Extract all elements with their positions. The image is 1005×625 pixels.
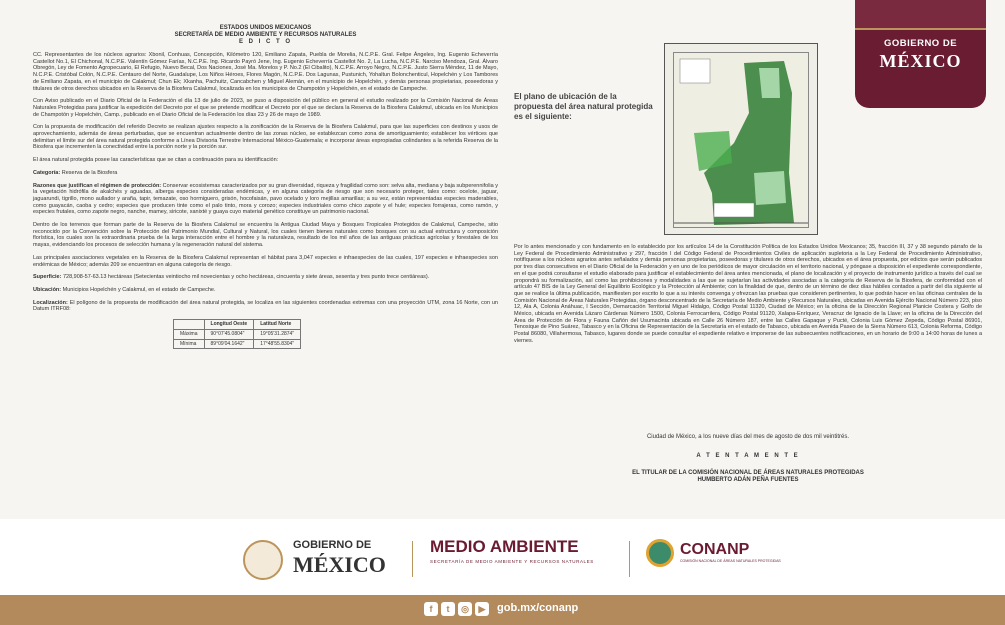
footer-logos xyxy=(0,519,1005,595)
country-header: ESTADOS UNIDOS MEXICANOS xyxy=(219,25,312,31)
coordinates-table xyxy=(173,319,301,349)
localization-line xyxy=(33,300,498,313)
atentamente-label: A T E N T A M E N T E xyxy=(696,453,800,459)
right-column xyxy=(514,240,982,345)
paragraph-characteristics: El área natural protegida posee las características que se citan a continuación para su identificación: xyxy=(33,157,279,164)
reasons-line xyxy=(33,183,498,217)
surface-value: 728,908-57-63.13 hectáreas (Setecientas veintiocho mil novecientas y ocho hectáreas, cincuenta y siete áreas, sesenta y tres punto trece centiáreas). xyxy=(61,274,430,281)
twitter-icon[interactable]: t xyxy=(441,602,455,616)
paragraph-heritage: Dentro de los terrenos que forman parte de la Reserva de la Biosfera Calakmul se encuentra la Antigua Ciudad Maya y Bosques Tropicales Protegidos de Calakmul, Campeche, sitio reconocido por la Convención sobre la Protección del Patrimonio Mundial, Cultural y Natural, los cuales tienen bienes naturales como bosques con su actual estructura y composición florística, los cuales son la extraordinaria prueba de la larga interacción entre el hombre y la naturaleza, resultado de los mil años de las antiguas prácticas agrícolas y forestales de los mayas, evidenciando los procesos de selección humana y la regeneración natural del sistema. xyxy=(33,222,498,249)
paragraph-species: Las principales asociaciones vegetales en la Reserva de la Biosfera Calakmul representan el hábitat para 3,047 especies e infraespecies de las cuales, 197 especies e infraespecies son endémicas de México; además 209 se encuentran en alguna categoría de riesgo. xyxy=(33,254,498,268)
footer-conanp-title: CONANP xyxy=(680,541,750,558)
localization-label: Localización: xyxy=(33,299,68,306)
gobierno-badge xyxy=(855,0,986,108)
website-link[interactable]: gob.mx/conanp xyxy=(497,602,579,614)
edicto-title: E D I C T O xyxy=(238,39,292,45)
core-zone xyxy=(754,171,786,205)
table-header xyxy=(174,320,205,330)
badge-line1: GOBIERNO DE xyxy=(883,38,958,49)
badge-pattern xyxy=(855,0,986,30)
table-cell: 19°05'31.2874" xyxy=(254,329,301,339)
paragraph-modification: Con la propuesta de modificación del referido Decreto se realizan ajustes respecto a la zonificación de la Reserva de la Biosfera Calakmul, para que las superficies con destinos y usos de aprovechamiento, además de áreas perturbadas, que se encuentran actualmente dentro de las zonas núcleo, se establezcan como zona de amortiguamiento; establecer los vértices que delimitan el límite sur del área natural protegida conforme a Línea Divisoria Terrestre Internacional México-Guatemala; e incorporar áreas expropiadas colindantes a la referida Reserva de la Biosfera que incrementen la conectividad entre la porción norte y la porción sur. xyxy=(33,124,498,151)
left-column xyxy=(33,25,498,349)
social-icons xyxy=(424,602,489,616)
conanp-icon xyxy=(646,539,674,567)
inset-map xyxy=(680,59,710,83)
map-graphic xyxy=(674,53,809,228)
paragraph-notification: Por lo antes mencionado y con fundamento en lo establecido por los artículos 14 de la Constitución Política de los Estados Unidos Mexicanos; 35, fracción III, 37 y 38 segundo párrafo de la Ley Federal de Procedimiento Administrativo y 297, fracción I del Código Federal de Procedimientos Civiles de aplicación supletoria a la Ley Federal de Procedimiento Administrativo, notifíquese a los núcleos agrarios antes señalados y demás personas propietarias, poseedoras y titulares de otros derechos, ubicados en el área propuesta, por edictos que serán publicados por tres días consecutivos en el Diario Oficial de la Federación y en uno de los periódicos de mayor circulación en el territorio nacional, y póngase a disposición el expediente correspondiente, en el que podrá consultarse el estudio elaborado para justificar el establecimiento del área antes mencionada, el plano de localización y el proyecto de instrumento jurídico a través del cual se propondrá su formalización, así como las prohibiciones y modalidades a las que se sujetarían las actividades asociadas a la categoría de Reserva de la Biosfera, de conformidad con el artículo 47 BIS de la Ley General del Equilibrio Ecológico y la Protección al Ambiente; con la finalidad de que, dentro de un término de diez días hábiles contados a partir del día siguiente al que se realice la última publicación, manifiesten por escrito lo que a su interés convenga y ofrezcan las pruebas que consideren pertinentes, lo que podrán hacer en las oficinas centrales de la Comisión Nacional de Áreas Naturales Protegidas, órgano desconcentrado de la Secretaría de Medio Ambiente y Recursos Naturales, ubicadas en Avenida Ejército Nacional Número 223, piso 12, Ala A, Colonia Anáhuac, I Sección, Demarcación Territorial Miguel Hidalgo, Código Postal 11320, Ciudad de México; en la oficina de la Dirección Regional Planicie Costera y Golfo de México, ubicada en Avenida Lázaro Cárdenas Número 1500, Colonia Ferrocarrilera, Código Postal 91120, Xalapa-Enríquez, Veracruz de Ignacio de la Llave; en la oficina de la Dirección del Área de Protección de Flora y Fauna Cañón del Usumacinta ubicada en Calle 26 Número 187, entre las Calles Gapaque y Pucté, Colonia Luis Gómez Zepeda, Código Postal 86901, Tenosique de Pino Suárez, Tabasco y en la Oficina de Representación de la Secretaría en el estado de Tabasco, ubicada en Avenida Paseo de la Sierra Número 613, Colonia Reforma, Código Postal 86080, Villahermosa, Tabasco, lugares donde se puede consultar el expediente relativo e imponerse de las subsecuentes notificaciones, en un horario de 9:00 a 14:00 horas de lunes a viernes. xyxy=(514,244,982,344)
footer-gob-line2: MÉXICO xyxy=(293,552,386,577)
table-cell: 17°48'55.8304" xyxy=(254,339,301,349)
badge-line2: MÉXICO xyxy=(879,51,962,71)
surface-line xyxy=(33,274,498,281)
signature-block xyxy=(514,434,982,484)
category-label: Categoría: xyxy=(33,169,61,176)
signer-title: EL TITULAR DE LA COMISIÓN NACIONAL DE ÁREAS NATURALES PROTEGIDAS xyxy=(632,470,864,476)
social-bar xyxy=(0,595,1005,625)
map-frame xyxy=(673,52,809,228)
table-header-row xyxy=(174,320,301,330)
secretariat-header: SECRETARÍA DE MEDIO AMBIENTE Y RECURSOS NATURALES xyxy=(174,32,357,38)
core-zone xyxy=(759,68,780,98)
map-caption: El plano de ubicación de la propuesta del área natural protegida es el siguiente: xyxy=(514,92,653,121)
footer-divider xyxy=(412,541,413,577)
table-cell: 89°09'04.1642" xyxy=(204,339,254,349)
table-row xyxy=(174,339,301,349)
date-line: Ciudad de México, a los nueve días del mes de agosto de dos mil veintitrés. xyxy=(646,434,850,440)
instagram-icon[interactable]: ◎ xyxy=(458,602,472,616)
paragraph-aviso: Con Aviso publicado en el Diario Oficial de la Federación el día 13 de julio de 2023, se puso a disposición del público en general el estudio realizado por la Comisión Nacional de Áreas Naturales Protegidas para justificar la expedición del Decreto por el que se pretende modificar el Decreto por el que se declara la Reserva de la Biosfera Calakmul, ubicada en los Municipios de Champotón y Hopelchén, Camp., publicado en el Diario Oficial de la Federación los días 23 y 26 de mayo de 1989. xyxy=(33,98,498,118)
signer-name: HUMBERTO ADÁN PEÑA FUENTES xyxy=(697,477,799,483)
reasons-label: Razones que justifican el régimen de protección: xyxy=(33,182,162,189)
location-map xyxy=(664,43,818,235)
category-value: Reserva de la Biosfera xyxy=(60,169,118,176)
table-cell: 90°07'45.0804" xyxy=(204,329,254,339)
location-label: Ubicación: xyxy=(33,286,62,293)
footer-medio-ambiente-logo xyxy=(430,537,594,564)
table-cell: Máxima xyxy=(174,329,205,339)
footer-gob-line1: GOBIERNO DE xyxy=(293,539,372,551)
paragraph-addressees: CC. Representantes de los núcleos agrarios: Xbonil, Conhuas, Concepción, Kilómetro 120, Emiliano Zapata, Puebla de Morelia, N.C.P.E. Gral. Felipe Ángeles, Ing. Eugenio Echeverría Castellot No.1, El Chichonal, N.C.P.E. Valentín Gómez Farías, N.C.P.E. Ing. Ricardo Payró Jene, Ing. Eugenio Echeverría Castellot No. 2, La Lucha, N.C.P.E. Narciso Mendoza, Gral. Álvaro Obregón, Ley de Fomento Agropecuario, El Refugio, Nuevo Becal, Dos Naciones, José Ma. Morelos y P. No.2 (El Cibalito), N.C.P.E. Arroyo Negro, N.C.P.E. Justo Sierra Méndez, 11 de Mayo, N.C.P.E. Cristóbal Colón, N.C.P.E. Centauro del Norte, Guadalupe, Los Niños Héroes, Flores Magón, N.C.P.E. Dos Lagunas, Pustunich, Yohaltun Bolonchenticul, Hopelchén y Los Tambores de Emiliano Zapata, en el municipio de Calakmul; Chun Ek; Xkanha, Pachuitz, Cancabchen y Miguel Alemán, en el municipio de Hopelchén, y demás personas propietarias, poseedoras y titulares de otros derechos ubicados en la Reserva de la Biosfera Calakmul, localizada en los municipios de Champotón y Hopelchén, en el estado de Campeche. xyxy=(33,52,498,92)
surface-label: Superficie: xyxy=(33,274,62,281)
footer-divider xyxy=(629,541,630,577)
reasons-value: Conservar ecosistemas caracterizados por su gran diversidad, riqueza y fragilidad como son: selva alta, mediana y baja subperennifolia y la vegetación hidrófila de akalchés y aguadas, alberga especies consideradas endémicas, y en alguna categoría de riesgo que son necesario proteger, tales como: ocelote, jaguar, jaguarundi, tigrillo, mono aullador y araña, tapir, temazate, oso hormiguero, grisón, hocofaisán, pavo ocelado y loro mejillas amarillas; a su vez, están representadas especies maderables, como guayacán, caoba y cedro; especies que producen tinte como el palo tinto, mora y corozo; especies industriales como chico zapote y el hule; especies forrajeras, como ramón, y especies frutales, como zapote negro, nanche, mamey, siricote, xanixté y guaya cuyo material genético constituye un patrimonio nacional. xyxy=(33,182,498,216)
table-header: Longitud Oeste xyxy=(204,320,254,330)
table-row xyxy=(174,329,301,339)
eagle-seal-icon xyxy=(243,540,283,580)
table-cell: Mínima xyxy=(174,339,205,349)
localization-value: El polígono de la propuesta de modificación del área natural protegida, se localiza en las siguientes coordenadas extremas con una proyección UTM, zona 16 Norte, con un Datum ITRF08: xyxy=(33,299,498,313)
table-header: Latitud Norte xyxy=(254,320,301,330)
map-legend xyxy=(714,203,754,217)
category-line xyxy=(33,170,498,177)
location-value: Municipios Hopelchén y Calakmul, en el estado de Campeche. xyxy=(61,286,216,293)
facebook-icon[interactable]: f xyxy=(424,602,438,616)
youtube-icon[interactable]: ▶ xyxy=(475,602,489,616)
footer-ma-title: MEDIO AMBIENTE xyxy=(430,537,579,556)
footer-conanp-sub: COMISIÓN NACIONAL DE ÁREAS NATURALES PROTEGIDAS xyxy=(680,559,781,563)
location-line xyxy=(33,287,498,294)
footer-ma-sub: SECRETARÍA DE MEDIO AMBIENTE Y RECURSOS NATURALES xyxy=(430,559,594,564)
